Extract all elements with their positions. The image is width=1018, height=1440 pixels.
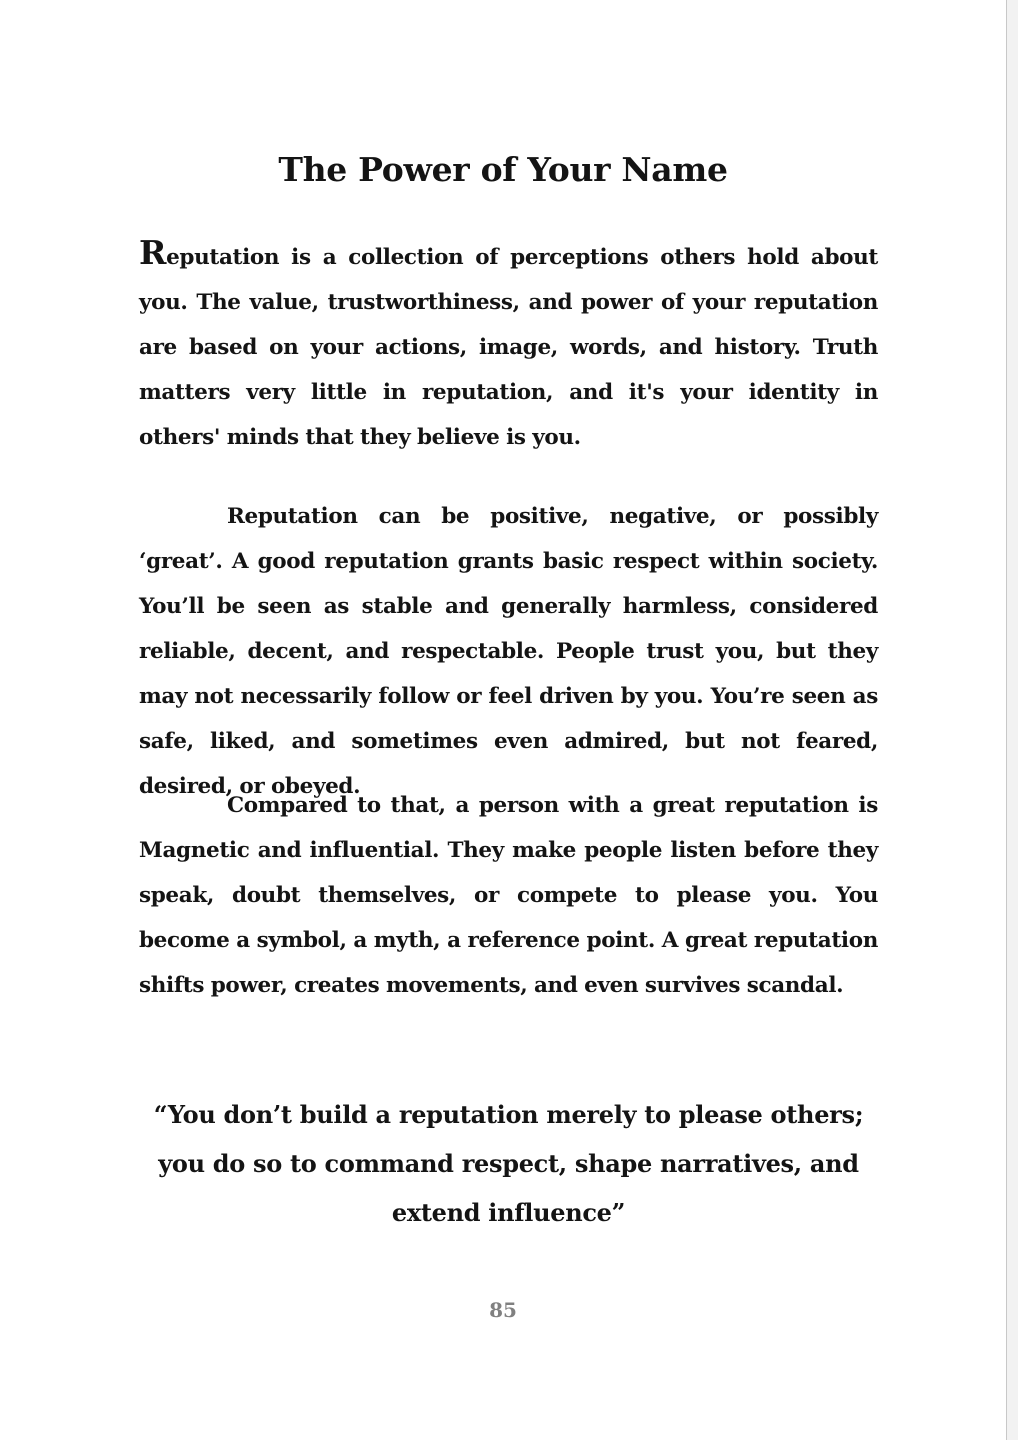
drop-cap: R bbox=[139, 233, 167, 272]
pull-quote: “You don’t build a reputation merely to please others; you do so to command respect, shape narratives, and extend influence” bbox=[153, 1100, 864, 1227]
paragraph-1 bbox=[139, 235, 878, 460]
chapter-title: The Power of Your Name bbox=[278, 150, 728, 189]
page-edge bbox=[1006, 0, 1018, 1440]
page-number: 85 bbox=[489, 1298, 517, 1322]
paragraph-1-text: eputation is a collection of perceptions others hold about you. The value, trustworthiness, and power of your reputation are based on your actions, image, words, and history. Truth matters very little in reputation, and it's your identity in others' minds that they believe is you. bbox=[139, 245, 878, 450]
paragraph-2: Reputation can be positive, negative, or possibly ‘great’. A good reputation grants basic respect within society. You’ll be seen as stable and generally harmless, considered reliable, decent, and respectable. People trust you, but they may not necessarily follow or feel driven by you. You’re seen as safe, liked, and sometimes even admired, but not feared, desired, or obeyed. bbox=[139, 504, 878, 799]
paragraph-3: Compared to that, a person with a great reputation is Magnetic and influential. They make people listen before they speak, doubt themselves, or compete to please you. You become a symbol, a myth, a reference point. A great reputation shifts power, creates movements, and even survives scandal. bbox=[139, 793, 878, 998]
